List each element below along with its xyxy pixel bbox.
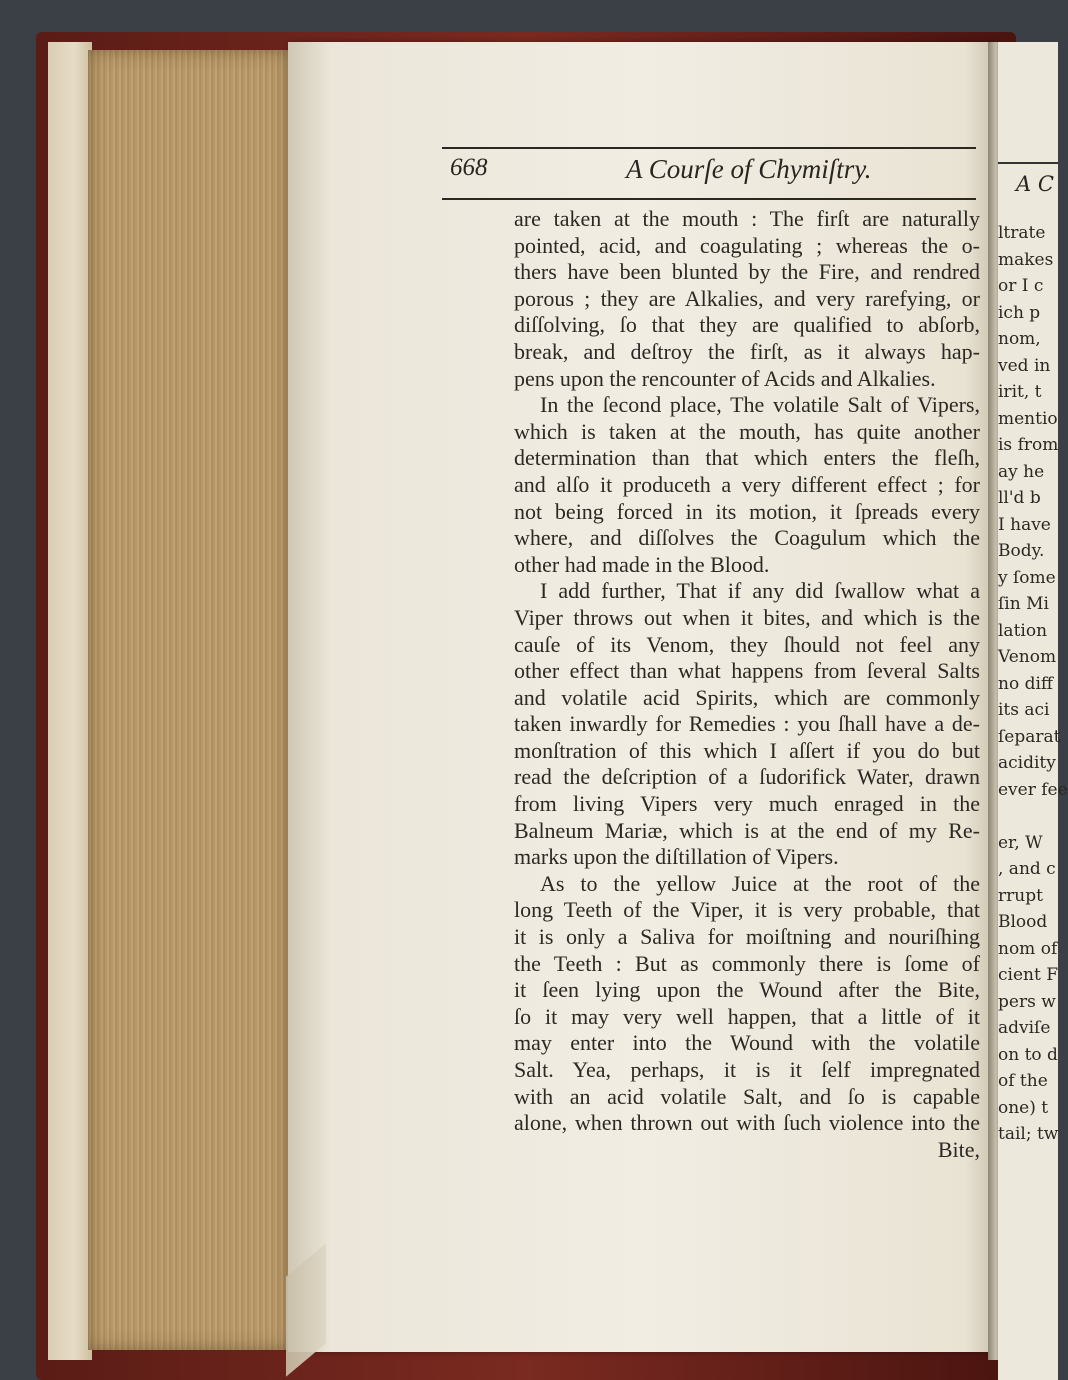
next-page-fragment: is from	[998, 435, 1059, 455]
text-line: cauſe of its Venom, they ſhould not feel any	[514, 631, 980, 657]
text-line: which is taken at the mouth, has quite another	[514, 418, 980, 444]
next-page-fragment: lation	[998, 620, 1048, 641]
text-line: not being forced in its motion, it ſpreads every	[514, 498, 980, 524]
text-line: from living Vipers very much enraged in the	[514, 791, 980, 817]
text-line: long Teeth of the Viper, it is very probable, that	[514, 897, 980, 923]
text-line: other effect than what happens from ſeveral Salts	[514, 658, 980, 684]
next-page-fragment: its aci	[998, 700, 1050, 720]
next-page-fragment: ltrate	[998, 223, 1046, 243]
next-page-fragment: y ſome	[998, 567, 1056, 588]
next-page-fragment: , and c	[998, 859, 1056, 879]
next-page-fragment: I have	[998, 514, 1051, 535]
next-page-fragment: irit, t	[998, 382, 1042, 402]
header-rule-bottom	[442, 198, 976, 200]
text-line: Viper throws out when it bites, and which is the	[514, 604, 980, 630]
next-page-fragment: ſin Mi	[998, 594, 1049, 614]
text-line: Bite,	[937, 1136, 980, 1162]
page-number: 668	[450, 154, 488, 181]
text-line: Salt. Yea, perhaps, it is it ſelf impregnated	[514, 1057, 980, 1082]
text-line: are taken at the mouth : The firſt are naturally	[514, 206, 980, 231]
text-line: monſtration of this which I aſſert if you do but	[514, 737, 980, 763]
text-line: it ſeen lying upon the Wound after the Bite,	[514, 977, 980, 1003]
next-page-fragment: adviſe	[998, 1018, 1051, 1038]
text-line: with an acid volatile Salt, and ſo is capable	[514, 1083, 980, 1109]
text-line: other had made in the Blood.	[514, 551, 770, 577]
page-fore-edge	[88, 50, 290, 1350]
next-page-fragment: ay he	[998, 461, 1045, 482]
text-line: pointed, acid, and coagulating ; whereas the o-	[514, 232, 980, 258]
next-page-rule	[998, 162, 1058, 164]
next-page-fragment: Blood	[998, 912, 1048, 932]
next-page-fragment: nom,	[998, 329, 1041, 349]
text-line: and volatile acid Spirits, which are commonly	[514, 684, 980, 710]
text-line: ſo it may very well happen, that a little of it	[514, 1003, 980, 1029]
next-page-fragment: ich p	[998, 302, 1041, 323]
next-page-fragment: tail; tw	[998, 1124, 1059, 1144]
next-page-fragment: mentio	[998, 408, 1058, 429]
text-line: determination than that which enters the fleſh,	[514, 445, 980, 471]
text-line: porous ; they are Alkalies, and very rarefying, or	[514, 285, 980, 311]
next-page-fragment: ever fee	[998, 779, 1068, 800]
text-line: thers have been blunted by the Fire, and rendred	[514, 259, 980, 285]
text-line: it is only a Saliva for moiſtning and nouriſhing	[514, 924, 980, 950]
next-page-fragment: cient F	[998, 965, 1058, 985]
next-page-fragment: one) t	[998, 1097, 1049, 1118]
endpaper	[48, 42, 92, 1360]
text-line: diſſolving, ſo that they are qualified to abſorb,	[514, 312, 980, 338]
next-page-fragment: nom of	[998, 938, 1058, 959]
text-line: and alſo it produceth a very different effect ; for	[514, 471, 980, 497]
text-line: In the ſecond place, The volatile Salt of Vipers,	[540, 392, 980, 418]
text-line: pens upon the rencounter of Acids and Alkalies.	[514, 365, 936, 391]
next-page-fragment: pers w	[998, 991, 1056, 1012]
text-line: read the deſcription of a ſudorifick Water, drawn	[514, 764, 980, 790]
text-line: may enter into the Wound with the volatile	[514, 1030, 980, 1056]
next-page-fragment: on to d	[998, 1044, 1058, 1065]
next-page-fragment: er, W	[998, 832, 1043, 853]
next-page-fragment: Venom	[998, 647, 1057, 667]
next-page-running-head: A C	[1016, 172, 1054, 196]
text-line: I add further, That if any did ſwallow what a	[540, 578, 980, 604]
running-head: A Courſe of Chymiſtry.	[626, 154, 872, 184]
next-page-fragment: makes	[998, 249, 1054, 270]
text-line: the Teeth : But as commonly there is ſome of	[514, 950, 980, 976]
next-page-fragment: acidity	[998, 753, 1056, 773]
text-line: marks upon the diſtillation of Vipers.	[514, 844, 839, 870]
header-rule-top	[442, 147, 976, 149]
next-page-fragment: Body.	[998, 541, 1045, 561]
text-line: break, and deſtroy the firſt, as it always hap-	[514, 338, 980, 364]
next-page-edge	[998, 42, 1068, 1380]
text-line: As to the yellow Juice at the root of the	[540, 870, 980, 896]
text-line: taken inwardly for Remedies : you ſhall have a de-	[514, 711, 980, 737]
body-text	[514, 206, 980, 1163]
text-line: alone, when thrown out with ſuch violence into the	[514, 1110, 980, 1136]
next-page-fragment: rrupt	[998, 885, 1043, 906]
next-page-fragment: ll'd b	[998, 488, 1041, 508]
next-page-fragment: of the	[998, 1071, 1048, 1091]
next-page-fragment: ved in	[998, 355, 1051, 376]
next-page-fragment: no diff	[998, 673, 1053, 694]
next-page-fragment: ſeparat	[998, 726, 1061, 747]
text-line: where, and diſſolves the Coagulum which the	[514, 525, 980, 551]
next-page-fragment: or I c	[998, 276, 1044, 296]
text-line: Balneum Mariæ, which is at the end of my Re-	[514, 817, 980, 843]
